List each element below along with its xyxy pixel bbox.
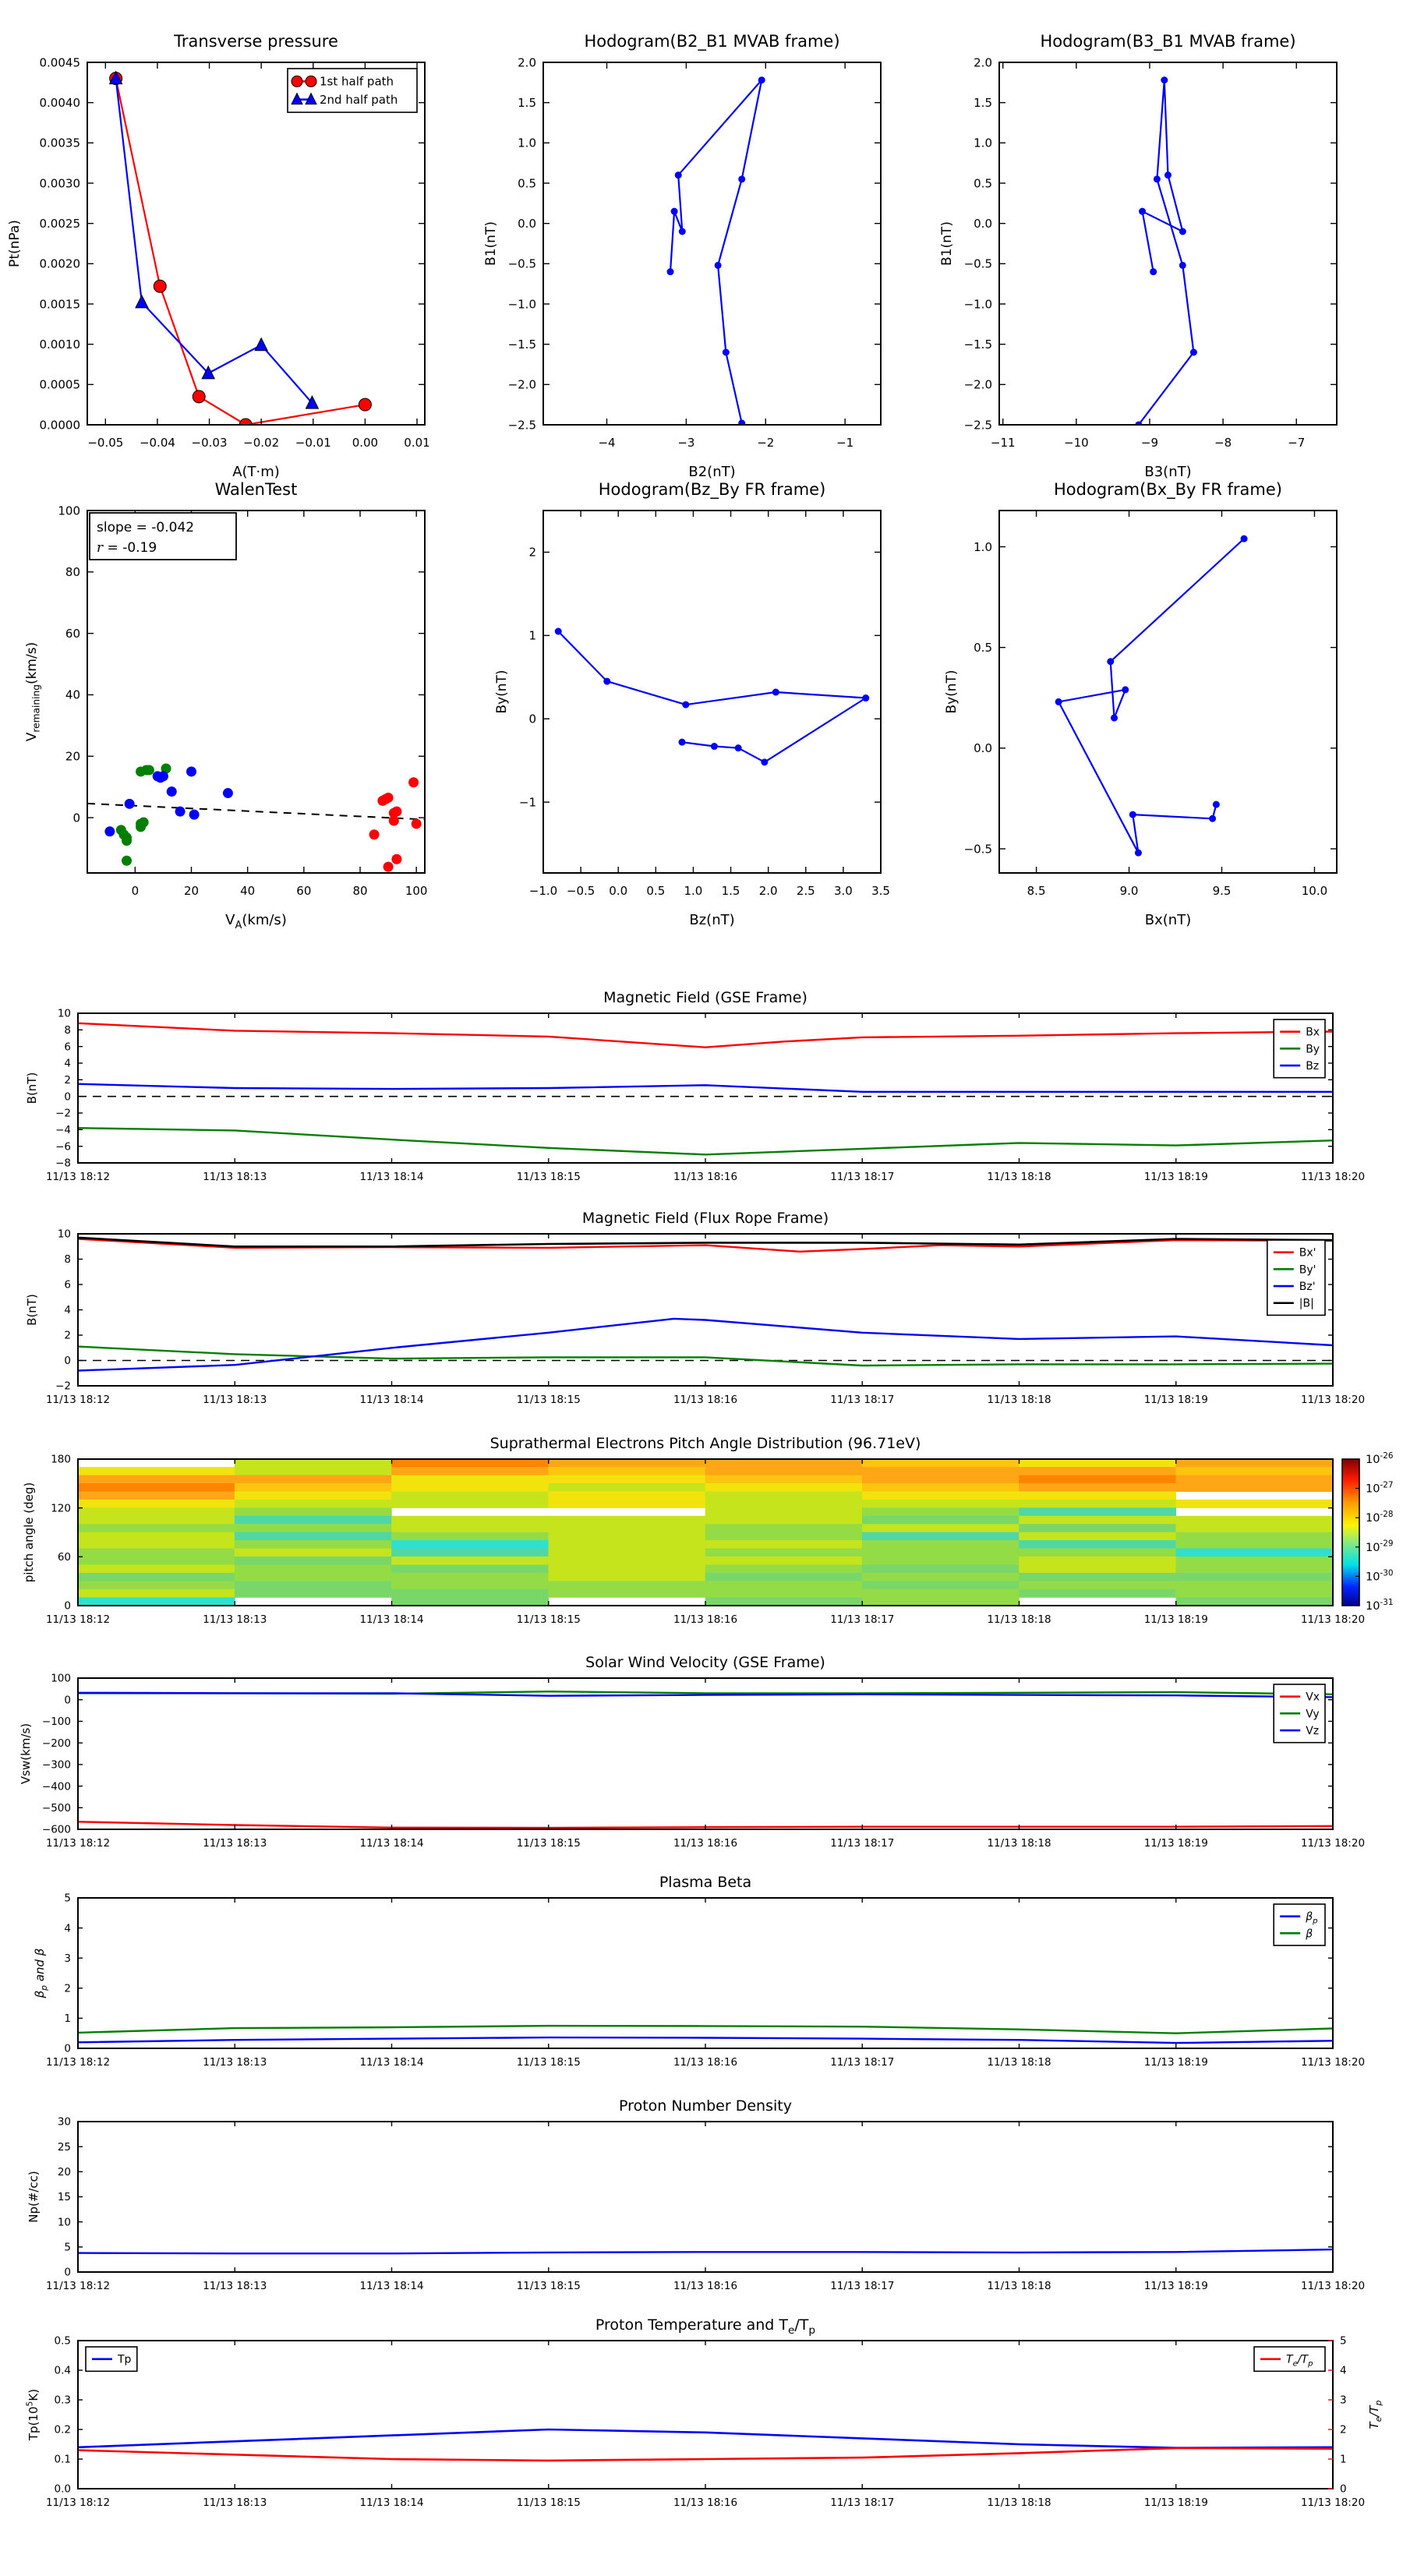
panel-hodogram-b3-b1 xyxy=(939,32,1337,480)
svg-text:slope = -0.042: slope = -0.042 xyxy=(97,520,195,535)
svg-text:−8: −8 xyxy=(55,1157,71,1170)
svg-text:βp: $\beta_p$ xyxy=(1306,1910,1318,1926)
panel-proton-number-density xyxy=(27,2097,1365,2292)
svg-text:2.5: 2.5 xyxy=(796,884,815,898)
svg-text:B1(nT): B1(nT) xyxy=(939,221,955,266)
svg-text:11/13 18:14: 11/13 18:14 xyxy=(359,1171,424,1183)
svg-text:11/13 18:17: 11/13 18:17 xyxy=(830,1837,895,1850)
svg-text:11/13 18:20: 11/13 18:20 xyxy=(1300,1171,1366,1183)
panel-transverse-pressure xyxy=(7,32,430,480)
svg-text:B1(nT): B1(nT) xyxy=(483,221,499,266)
svg-text:9.5: 9.5 xyxy=(1212,884,1232,898)
svg-text:−11: −11 xyxy=(990,436,1016,450)
svg-text:−4: −4 xyxy=(598,436,616,450)
svg-text:9.0: 9.0 xyxy=(1119,884,1139,898)
panel-walen-test xyxy=(24,480,427,931)
panel-hodogram-bz-by xyxy=(494,480,890,928)
svg-text:−300: −300 xyxy=(41,1758,71,1772)
svg-text:1.0: 1.0 xyxy=(974,539,992,554)
svg-text:11/13 18:15: 11/13 18:15 xyxy=(516,1394,581,1406)
svg-text:1.0: 1.0 xyxy=(684,884,703,898)
svg-text:Magnetic Field (GSE Frame): Magnetic Field (GSE Frame) xyxy=(603,989,808,1006)
svg-text:20: 20 xyxy=(57,2166,71,2179)
svg-text:11/13 18:18: 11/13 18:18 xyxy=(987,2280,1051,2292)
svg-text:11/13 18:15: 11/13 18:15 xyxy=(516,1613,581,1626)
svg-text:11/13 18:18: 11/13 18:18 xyxy=(987,2056,1051,2069)
panel-magnetic-field-flux-rope xyxy=(25,1210,1365,1406)
svg-text:Vx: Vx xyxy=(1306,1691,1320,1704)
svg-text:11/13 18:16: 11/13 18:16 xyxy=(673,1837,738,1850)
svg-text:−500: −500 xyxy=(41,1802,71,1815)
svg-text:11/13 18:15: 11/13 18:15 xyxy=(516,2280,581,2292)
svg-text:0.0005: 0.0005 xyxy=(39,377,80,392)
svg-text:1.0: 1.0 xyxy=(518,136,536,150)
svg-text:Vsw(km/s): Vsw(km/s) xyxy=(19,1723,33,1785)
svg-text:11/13 18:18: 11/13 18:18 xyxy=(987,1837,1051,1850)
svg-text:−400: −400 xyxy=(41,1780,71,1793)
svg-text:0.0045: 0.0045 xyxy=(39,55,80,70)
svg-text:Bx(nT): Bx(nT) xyxy=(1144,912,1192,928)
svg-text:0.0020: 0.0020 xyxy=(39,256,80,271)
svg-text:11/13 18:12: 11/13 18:12 xyxy=(45,1394,111,1406)
svg-text:20: 20 xyxy=(183,884,200,898)
svg-text:11/13 18:13: 11/13 18:13 xyxy=(203,2280,267,2292)
svg-text:1: 1 xyxy=(1340,2453,1347,2466)
svg-text:10-30: $10^{-30}$ xyxy=(1366,1568,1394,1584)
svg-text:11/13 18:20: 11/13 18:20 xyxy=(1300,1613,1366,1626)
svg-text:β: β xyxy=(1306,1928,1313,1941)
svg-text:−9: −9 xyxy=(1140,436,1159,450)
svg-text:10-28: $10^{-28}$ xyxy=(1366,1510,1394,1525)
svg-text:−0.03: −0.03 xyxy=(191,436,228,450)
svg-text:B3(nT): B3(nT) xyxy=(1144,464,1192,480)
svg-text:−0.5: −0.5 xyxy=(566,884,595,898)
svg-text:11/13 18:14: 11/13 18:14 xyxy=(359,2280,424,2292)
svg-text:Bz(nT): Bz(nT) xyxy=(689,912,735,928)
svg-text:−2.5: −2.5 xyxy=(963,418,992,433)
svg-text:0: 0 xyxy=(64,1090,71,1104)
svg-text:20: 20 xyxy=(65,749,80,764)
svg-text:−1.5: −1.5 xyxy=(507,337,536,352)
svg-text:0.0: 0.0 xyxy=(974,216,992,231)
svg-text:11/13 18:17: 11/13 18:17 xyxy=(830,2280,895,2292)
svg-text:4: 4 xyxy=(1340,2364,1347,2377)
svg-text:−2: −2 xyxy=(55,1380,71,1393)
svg-text:−100: −100 xyxy=(41,1716,71,1729)
svg-text:11/13 18:20: 11/13 18:20 xyxy=(1300,2280,1366,2292)
svg-text:11/13 18:20: 11/13 18:20 xyxy=(1300,1394,1366,1406)
svg-text:1.5: 1.5 xyxy=(974,95,992,110)
svg-text:1.5: 1.5 xyxy=(721,884,740,898)
svg-text:−2.0: −2.0 xyxy=(963,377,992,392)
svg-text:1st half path: 1st half path xyxy=(320,74,394,89)
svg-text:11/13 18:12: 11/13 18:12 xyxy=(45,1613,111,1626)
svg-text:3.5: 3.5 xyxy=(871,884,890,898)
svg-text:Solar Wind Velocity (GSE Frame: Solar Wind Velocity (GSE Frame) xyxy=(585,1654,825,1671)
svg-text:−0.5: −0.5 xyxy=(963,256,992,271)
svg-text:Pt(nPa): Pt(nPa) xyxy=(7,220,23,267)
svg-text:10: 10 xyxy=(57,2216,71,2229)
svg-text:2: 2 xyxy=(64,1982,71,1995)
svg-text:11/13 18:13: 11/13 18:13 xyxy=(203,1613,267,1626)
svg-text:−6: −6 xyxy=(55,1140,71,1154)
svg-text:Proton Temperature and Te/Tp: Proton Temperature and $T_e/T_p$ xyxy=(595,2316,816,2337)
svg-text:3: 3 xyxy=(64,1952,71,1965)
svg-text:0.3: 0.3 xyxy=(54,2394,71,2407)
svg-text:−7: −7 xyxy=(1288,436,1306,450)
svg-text:11/13 18:18: 11/13 18:18 xyxy=(987,1394,1051,1406)
svg-text:2: 2 xyxy=(1340,2423,1347,2436)
svg-text:11/13 18:14: 11/13 18:14 xyxy=(359,1837,424,1850)
svg-text:11/13 18:19: 11/13 18:19 xyxy=(1143,1613,1208,1626)
svg-text:−0.01: −0.01 xyxy=(295,436,331,450)
svg-text:4: 4 xyxy=(64,1922,71,1935)
svg-text:−0.04: −0.04 xyxy=(139,436,175,450)
svg-text:11/13 18:17: 11/13 18:17 xyxy=(830,1394,895,1406)
svg-text:11/13 18:19: 11/13 18:19 xyxy=(1143,2280,1208,2292)
svg-text:15: 15 xyxy=(57,2191,71,2204)
svg-text:11/13 18:13: 11/13 18:13 xyxy=(203,1171,267,1183)
svg-text:−3: −3 xyxy=(677,436,695,450)
svg-text:−2.0: −2.0 xyxy=(507,377,536,392)
svg-text:−0.05: −0.05 xyxy=(87,436,124,450)
svg-text:Hodogram(B2_B1 MVAB frame): Hodogram(B2_B1 MVAB frame) xyxy=(584,32,840,51)
svg-text:11/13 18:18: 11/13 18:18 xyxy=(987,1171,1051,1183)
svg-text:−0.5: −0.5 xyxy=(507,256,536,271)
svg-text:4: 4 xyxy=(64,1057,71,1070)
svg-text:0.5: 0.5 xyxy=(54,2334,71,2348)
svg-text:30: 30 xyxy=(57,2115,71,2129)
svg-text:11/13 18:16: 11/13 18:16 xyxy=(673,1171,738,1183)
svg-text:−1.0: −1.0 xyxy=(528,884,558,898)
svg-text:5: 5 xyxy=(1340,2334,1347,2348)
panel-solar-wind-velocity xyxy=(19,1654,1365,1850)
svg-text:11/13 18:12: 11/13 18:12 xyxy=(45,2280,111,2292)
svg-text:0: 0 xyxy=(64,1599,71,1613)
svg-text:11/13 18:17: 11/13 18:17 xyxy=(830,1613,895,1626)
svg-text:−2.5: −2.5 xyxy=(507,418,536,433)
svg-text:10-29: $10^{-29}$ xyxy=(1366,1539,1394,1554)
svg-text:10-26: $10^{-26}$ xyxy=(1366,1451,1394,1466)
svg-text:11/13 18:20: 11/13 18:20 xyxy=(1300,2496,1366,2509)
svg-text:180: 180 xyxy=(51,1453,71,1466)
svg-text:0.0: 0.0 xyxy=(974,741,992,756)
svg-text:11/13 18:15: 11/13 18:15 xyxy=(516,2496,581,2509)
svg-text:2.0: 2.0 xyxy=(518,55,536,70)
svg-text:0.0040: 0.0040 xyxy=(39,95,80,110)
svg-text:By(nT): By(nT) xyxy=(944,670,959,714)
svg-text:25: 25 xyxy=(57,2140,71,2154)
svg-text:Te/Tp: $T_e/T_p$ xyxy=(1286,2353,1313,2369)
svg-text:|B|: |B| xyxy=(1299,1297,1314,1310)
svg-text:Magnetic Field (Flux Rope Fram: Magnetic Field (Flux Rope Frame) xyxy=(581,1210,829,1227)
svg-text:6: 6 xyxy=(64,1278,71,1292)
svg-text:0.00: 0.00 xyxy=(352,436,379,450)
svg-text:0.2: 0.2 xyxy=(54,2423,71,2436)
panel-hodogram-b2-b1 xyxy=(483,32,881,480)
svg-text:2.0: 2.0 xyxy=(758,884,778,898)
svg-text:2: 2 xyxy=(528,545,536,560)
svg-text:8: 8 xyxy=(64,1024,71,1037)
svg-text:−2: −2 xyxy=(757,436,775,450)
svg-text:11/13 18:13: 11/13 18:13 xyxy=(203,2056,267,2069)
svg-text:0.5: 0.5 xyxy=(646,884,666,898)
svg-text:2: 2 xyxy=(64,1074,71,1087)
panel-magnetic-field-gse xyxy=(25,989,1365,1183)
svg-text:−1.0: −1.0 xyxy=(507,297,536,312)
svg-text:−2: −2 xyxy=(55,1107,71,1120)
svg-text:Hodogram(Bz_By FR frame): Hodogram(Bz_By FR frame) xyxy=(598,480,826,499)
svg-text:1.5: 1.5 xyxy=(518,95,536,110)
svg-text:0.0000: 0.0000 xyxy=(39,418,80,433)
svg-text:−600: −600 xyxy=(41,1823,71,1836)
svg-text:0: 0 xyxy=(72,811,80,825)
svg-text:10: 10 xyxy=(57,1228,71,1241)
svg-text:11/13 18:18: 11/13 18:18 xyxy=(987,1613,1051,1626)
svg-text:11/13 18:13: 11/13 18:13 xyxy=(203,1394,267,1406)
svg-text:11/13 18:12: 11/13 18:12 xyxy=(45,1171,111,1183)
svg-text:−1.0: −1.0 xyxy=(963,297,992,312)
svg-text:−4: −4 xyxy=(55,1124,71,1137)
svg-text:11/13 18:19: 11/13 18:19 xyxy=(1143,1171,1208,1183)
svg-text:11/13 18:19: 11/13 18:19 xyxy=(1143,1837,1208,1850)
svg-text:4: 4 xyxy=(64,1304,71,1317)
svg-text:11/13 18:16: 11/13 18:16 xyxy=(673,2280,738,2292)
svg-text:100: 100 xyxy=(51,1672,71,1685)
svg-text:1: 1 xyxy=(64,2012,71,2026)
svg-text:60: 60 xyxy=(65,626,80,641)
svg-text:−1: −1 xyxy=(518,795,536,810)
svg-text:120: 120 xyxy=(51,1502,71,1515)
svg-text:0: 0 xyxy=(64,1355,71,1368)
svg-text:11/13 18:20: 11/13 18:20 xyxy=(1300,2056,1366,2069)
svg-text:10: 10 xyxy=(57,1007,71,1020)
svg-text:Vz: Vz xyxy=(1306,1724,1320,1737)
svg-text:5: 5 xyxy=(64,2241,71,2254)
svg-text:11/13 18:20: 11/13 18:20 xyxy=(1300,1837,1366,1850)
svg-text:0.0035: 0.0035 xyxy=(39,136,80,150)
svg-text:1: 1 xyxy=(528,628,536,643)
svg-text:0.0010: 0.0010 xyxy=(39,337,80,352)
svg-text:11/13 18:14: 11/13 18:14 xyxy=(359,1613,424,1626)
svg-text:0: 0 xyxy=(528,712,536,726)
svg-text:VA(km/s): $V_A(km/s)$ xyxy=(225,912,287,931)
svg-text:WalenTest: WalenTest xyxy=(214,480,298,499)
svg-text:0.0: 0.0 xyxy=(54,2482,71,2496)
svg-text:11/13 18:14: 11/13 18:14 xyxy=(359,2496,424,2509)
svg-text:Tp(105K): $Tp(10^5K)$ xyxy=(24,2388,41,2441)
svg-text:0.0025: 0.0025 xyxy=(39,216,80,231)
svg-text:Bz': Bz' xyxy=(1299,1280,1316,1293)
svg-text:3.0: 3.0 xyxy=(833,884,853,898)
svg-text:0: 0 xyxy=(64,2042,71,2055)
svg-text:0.0030: 0.0030 xyxy=(39,176,80,191)
svg-text:100: 100 xyxy=(58,504,80,518)
svg-text:40: 40 xyxy=(65,687,80,702)
svg-text:11/13 18:12: 11/13 18:12 xyxy=(45,1837,111,1850)
svg-text:11/13 18:19: 11/13 18:19 xyxy=(1143,2056,1208,2069)
svg-text:0.01: 0.01 xyxy=(404,436,430,450)
svg-text:Tp: Tp xyxy=(118,2353,132,2366)
svg-text:2: 2 xyxy=(64,1329,71,1342)
svg-text:B(nT): B(nT) xyxy=(25,1072,39,1104)
svg-text:0.0: 0.0 xyxy=(518,216,536,231)
svg-text:80: 80 xyxy=(65,565,80,580)
svg-text:0: 0 xyxy=(64,2266,71,2279)
svg-text:βp and β: $\beta_p$ and β xyxy=(33,1948,50,1998)
svg-text:−1.5: −1.5 xyxy=(963,337,992,352)
svg-text:11/13 18:14: 11/13 18:14 xyxy=(359,2056,424,2069)
svg-text:11/13 18:16: 11/13 18:16 xyxy=(673,2496,738,2509)
svg-text:Te/Tp: $T_e/T_p$ xyxy=(1367,2400,1384,2429)
svg-text:Vy: Vy xyxy=(1306,1708,1320,1721)
svg-text:11/13 18:16: 11/13 18:16 xyxy=(673,1394,738,1406)
svg-text:60: 60 xyxy=(57,1551,71,1564)
svg-text:0: 0 xyxy=(1340,2482,1347,2496)
svg-text:Bx: Bx xyxy=(1306,1026,1320,1039)
svg-text:11/13 18:15: 11/13 18:15 xyxy=(516,1837,581,1850)
svg-text:11/13 18:17: 11/13 18:17 xyxy=(830,1171,895,1183)
svg-text:Bz: Bz xyxy=(1306,1059,1320,1072)
svg-text:8: 8 xyxy=(64,1253,71,1267)
svg-text:80: 80 xyxy=(352,884,368,898)
svg-text:Suprathermal Electrons Pitch A: Suprathermal Electrons Pitch Angle Distribution (96.71eV) xyxy=(489,1435,921,1452)
svg-text:A(T·m): A(T·m) xyxy=(232,464,280,480)
svg-text:0.5: 0.5 xyxy=(518,176,536,191)
svg-text:Proton Number Density: Proton Number Density xyxy=(619,2097,792,2115)
svg-text:10.0: 10.0 xyxy=(1301,884,1328,898)
svg-text:2nd half path: 2nd half path xyxy=(320,92,398,107)
svg-text:−1: −1 xyxy=(836,436,854,450)
svg-text:By': By' xyxy=(1299,1263,1316,1277)
svg-text:11/13 18:15: 11/13 18:15 xyxy=(516,2056,581,2069)
svg-text:0.0: 0.0 xyxy=(609,884,628,898)
svg-text:Hodogram(Bx_By FR frame): Hodogram(Bx_By FR frame) xyxy=(1054,480,1282,499)
svg-text:B(nT): B(nT) xyxy=(25,1294,39,1326)
svg-text:11/13 18:16: 11/13 18:16 xyxy=(673,2056,738,2069)
svg-text:−8: −8 xyxy=(1214,436,1232,450)
svg-text:2.0: 2.0 xyxy=(974,55,992,70)
svg-text:0: 0 xyxy=(64,1694,71,1707)
svg-text:11/13 18:13: 11/13 18:13 xyxy=(203,1837,267,1850)
panel-hodogram-bx-by xyxy=(944,480,1337,928)
svg-text:11/13 18:12: 11/13 18:12 xyxy=(45,2496,111,2509)
svg-text:Vremaining(km/s): $V_{remaining}(km/s)$ xyxy=(24,641,42,742)
svg-text:0.1: 0.1 xyxy=(54,2453,71,2466)
svg-text:B2(nT): B2(nT) xyxy=(688,464,736,480)
svg-text:11/13 18:19: 11/13 18:19 xyxy=(1143,2496,1208,2509)
svg-text:−0.5: −0.5 xyxy=(963,842,992,857)
svg-text:0.0015: 0.0015 xyxy=(39,297,80,312)
svg-text:11/13 18:17: 11/13 18:17 xyxy=(830,2056,895,2069)
svg-text:8.5: 8.5 xyxy=(1027,884,1046,898)
svg-text:3: 3 xyxy=(1340,2394,1347,2407)
svg-text:Hodogram(B3_B1 MVAB frame): Hodogram(B3_B1 MVAB frame) xyxy=(1040,32,1296,51)
svg-text:11/13 18:15: 11/13 18:15 xyxy=(516,1171,581,1183)
svg-text:11/13 18:16: 11/13 18:16 xyxy=(673,1613,738,1626)
svg-text:11/13 18:17: 11/13 18:17 xyxy=(830,2496,895,2509)
svg-text:By(nT): By(nT) xyxy=(494,670,510,714)
svg-text:pitch angle (deg): pitch angle (deg) xyxy=(22,1482,36,1583)
svg-text:0: 0 xyxy=(131,884,140,898)
svg-text:60: 60 xyxy=(296,884,312,898)
svg-text:−10: −10 xyxy=(1064,436,1089,450)
svg-text:100: 100 xyxy=(405,884,428,898)
panel-proton-temperature xyxy=(25,2316,1384,2509)
svg-text:5: 5 xyxy=(64,1892,71,1905)
svg-text:10-27: $10^{-27}$ xyxy=(1366,1480,1394,1496)
svg-text:11/13 18:13: 11/13 18:13 xyxy=(203,2496,267,2509)
svg-text:Bx': Bx' xyxy=(1299,1246,1316,1260)
svg-text:r = -0.19: r = -0.19 xyxy=(97,540,157,556)
svg-text:40: 40 xyxy=(240,884,256,898)
panel-pitch-angle-distribution xyxy=(22,1435,1393,1626)
svg-text:6: 6 xyxy=(64,1041,71,1054)
svg-text:Transverse pressure: Transverse pressure xyxy=(174,32,338,51)
svg-text:0.5: 0.5 xyxy=(974,176,992,191)
svg-text:11/13 18:19: 11/13 18:19 xyxy=(1143,1394,1208,1406)
svg-text:1.0: 1.0 xyxy=(974,136,992,150)
svg-text:−0.02: −0.02 xyxy=(243,436,280,450)
svg-text:By: By xyxy=(1306,1043,1320,1056)
svg-text:11/13 18:14: 11/13 18:14 xyxy=(359,1394,424,1406)
svg-text:Np(#/cc): Np(#/cc) xyxy=(27,2171,41,2223)
svg-text:−200: −200 xyxy=(41,1737,71,1750)
svg-text:0.5: 0.5 xyxy=(974,640,992,655)
panel-plasma-beta xyxy=(33,1874,1365,2069)
svg-text:10-31: $10^{-31}$ xyxy=(1366,1597,1394,1613)
svg-text:Plasma Beta: Plasma Beta xyxy=(659,1874,752,1891)
svg-text:11/13 18:18: 11/13 18:18 xyxy=(987,2496,1051,2509)
svg-text:11/13 18:12: 11/13 18:12 xyxy=(45,2056,111,2069)
svg-text:0.4: 0.4 xyxy=(54,2364,71,2377)
